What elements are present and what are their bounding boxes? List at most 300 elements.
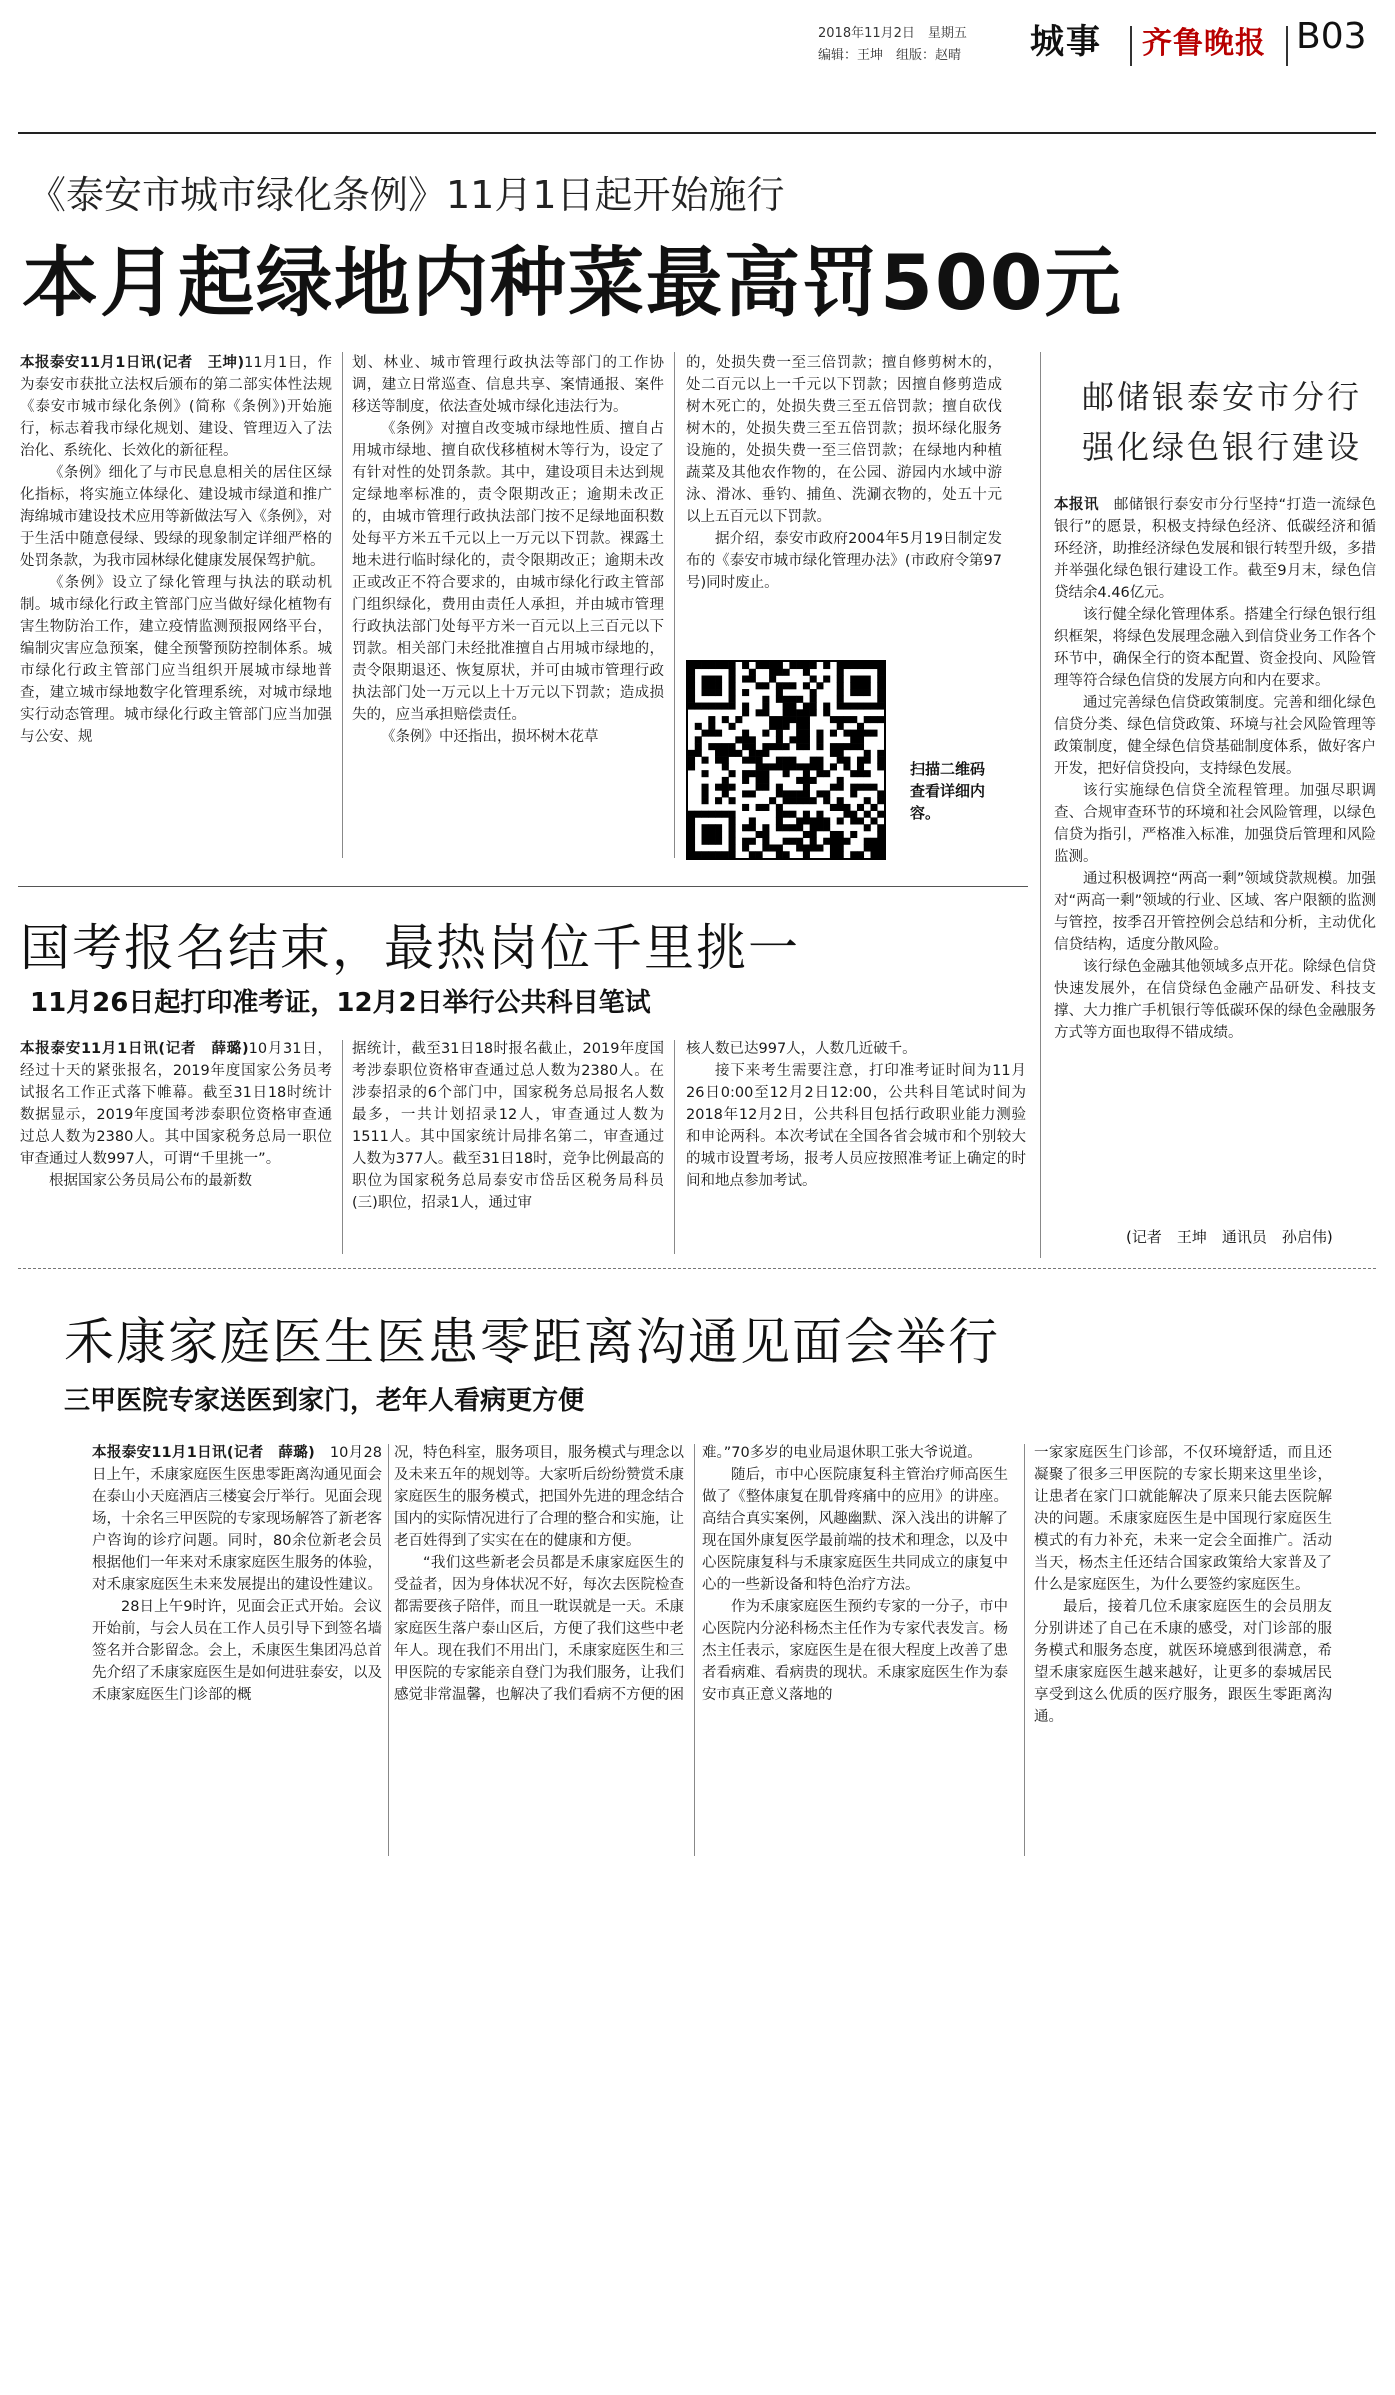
qr-module	[864, 824, 871, 831]
qr-module	[769, 844, 776, 851]
paragraph-text: 划、林业、城市管理行政执法等部门的工作协调，建立日常巡查、信息共享、案情通报、案件移送等制度，依法查处城市绿化违法行为。	[352, 355, 664, 415]
qr-module	[776, 817, 783, 824]
qr-module	[803, 777, 810, 784]
qr-module	[783, 797, 790, 804]
qr-module	[688, 811, 695, 818]
qr-module	[762, 824, 769, 831]
qr-module	[708, 689, 715, 696]
qr-module	[695, 736, 702, 743]
qr-module	[776, 736, 783, 743]
qr-module	[722, 743, 729, 750]
qr-module	[715, 750, 722, 757]
paragraph-text: 11月1日，作为泰安市获批立法权后颁布的第二部实体性法规《泰安市城市绿化条例》(简称《条例》)开始施行，标志着我市绿化规划、建设、管理迈入了法治化、系统化、长效化的新征程。	[20, 355, 332, 459]
qr-module	[796, 709, 803, 716]
qr-module	[796, 736, 803, 743]
qr-module	[816, 770, 823, 777]
qr-module	[796, 763, 803, 770]
qr-module	[702, 689, 709, 696]
qr-module	[708, 824, 715, 831]
qr-module	[688, 844, 695, 851]
qr-module	[729, 676, 736, 683]
qr-module	[742, 770, 749, 777]
paragraph-text: 况，特色科室，服务项目，服务模式与理念以及未来五年的规划等。大家听后纷纷赞赏禾康家庭医生的服务模式，把国外先进的理念结合国内的实际情况进行了合理的整合和实施，让老百姓得到了实实在在的健康和方便。	[394, 1445, 684, 1549]
qr-module	[837, 662, 844, 669]
qr-module	[830, 743, 837, 750]
qr-module	[789, 662, 796, 669]
qr-module	[830, 750, 837, 757]
paragraph-text: 通过积极调控“两高一剩”领域贷款规模。加强对“两高一剩”领域的行业、区域、客户限额的监测与管控，按季召开管控例会总结和分析，主动优化信贷结构，适度分散风险。	[1054, 871, 1376, 953]
paragraph-text: 邮储银行泰安市分行坚持“打造一流绿色银行”的愿景，积极支持绿色经济、低碳经济和循环经济，助推经济绿色发展和银行转型升级，多措并举强化绿色银行建设工作。截至9月末，绿色信贷结余4.46亿元。	[1054, 497, 1376, 601]
paragraph	[20, 572, 332, 748]
qr-module	[810, 844, 817, 851]
qr-module	[729, 831, 736, 838]
qr-module	[749, 676, 756, 683]
qr-module	[870, 662, 877, 669]
qr-module	[715, 851, 722, 858]
qr-module	[783, 757, 790, 764]
column-divider	[388, 1444, 389, 1856]
qr-module	[783, 743, 790, 750]
qr-module	[762, 831, 769, 838]
qr-module	[796, 838, 803, 845]
qr-module	[816, 743, 823, 750]
qr-module	[870, 844, 877, 851]
qr-module	[688, 763, 695, 770]
issue-date: 2018年11月2日 星期五	[818, 26, 967, 41]
qr-module	[729, 689, 736, 696]
article1-column-2	[352, 352, 664, 858]
qr-module	[857, 682, 864, 689]
qr-module	[823, 824, 830, 831]
qr-module	[850, 689, 857, 696]
qr-module	[816, 757, 823, 764]
newspaper-logo: 齐鲁晚报	[1142, 26, 1266, 61]
qr-module	[870, 851, 877, 858]
header-rule	[18, 132, 1376, 134]
qr-module	[708, 730, 715, 737]
qr-module	[810, 757, 817, 764]
qr-module	[742, 757, 749, 764]
editor-credits: 编辑：王坤 组版：赵晴	[818, 48, 962, 63]
qr-module	[789, 838, 796, 845]
qr-module	[796, 743, 803, 750]
qr-module	[810, 676, 817, 683]
paragraph-text: 据介绍，泰安市政府2004年5月19日制定发布的《泰安市城市绿化管理办法》(市政府令第97号)同时废止。	[686, 531, 1002, 591]
article2-column-2	[352, 1038, 664, 1258]
qr-module	[756, 851, 763, 858]
qr-module	[688, 838, 695, 845]
qr-module	[735, 750, 742, 757]
qr-module	[762, 703, 769, 710]
qr-module	[762, 777, 769, 784]
qr-module	[789, 811, 796, 818]
qr-module	[688, 689, 695, 696]
qr-module	[783, 709, 790, 716]
paragraph	[92, 1442, 382, 1596]
qr-module	[722, 784, 729, 791]
qr-module	[810, 777, 817, 784]
qr-module	[762, 770, 769, 777]
paragraph	[20, 462, 332, 572]
qr-module	[803, 784, 810, 791]
qr-module	[715, 689, 722, 696]
qr-module	[837, 844, 844, 851]
qr-module	[776, 730, 783, 737]
paragraph	[92, 1596, 382, 1706]
qr-module	[783, 669, 790, 676]
qr-module	[864, 676, 871, 683]
qr-module	[776, 851, 783, 858]
qr-module	[857, 804, 864, 811]
qr-module	[702, 824, 709, 831]
qr-module	[729, 851, 736, 858]
qr-module	[803, 831, 810, 838]
qr-module	[776, 669, 783, 676]
qr-module	[810, 831, 817, 838]
qr-module	[837, 696, 844, 703]
qr-module	[749, 824, 756, 831]
qr-module	[877, 669, 884, 676]
qr-caption: 扫描二维码查看详细内容。	[910, 760, 986, 822]
qr-module	[783, 824, 790, 831]
qr-module	[803, 790, 810, 797]
qr-module	[776, 844, 783, 851]
qr-module	[864, 716, 871, 723]
qr-module	[776, 784, 783, 791]
qr-module	[830, 784, 837, 791]
qr-module	[756, 757, 763, 764]
qr-module	[688, 662, 695, 669]
qr-module	[789, 709, 796, 716]
qr-module	[789, 682, 796, 689]
qr-module	[850, 682, 857, 689]
qr-module	[837, 669, 844, 676]
qr-module	[837, 797, 844, 804]
qr-module	[749, 750, 756, 757]
qr-module	[715, 743, 722, 750]
qr-module	[708, 676, 715, 683]
qr-module	[729, 662, 736, 669]
qr-module	[783, 811, 790, 818]
qr-module	[762, 763, 769, 770]
qr-module	[877, 844, 884, 851]
qr-module	[762, 662, 769, 669]
qr-module	[850, 784, 857, 791]
qr-module	[803, 703, 810, 710]
qr-module	[857, 757, 864, 764]
column-divider	[342, 1040, 343, 1254]
qr-module	[837, 784, 844, 791]
qr-module	[742, 777, 749, 784]
column-divider	[342, 352, 343, 858]
qr-module	[864, 784, 871, 791]
paragraph-text: 的，处损失费一至三倍罚款；擅自修剪树木的，处二百元以上一千元以下罚款；因擅自修剪造成树木死亡的，处损失费三至五倍罚款；擅自砍伐树木的，处损失费三至五倍罚款；损坏绿化服务设施的，处损失费一至三倍罚款；在绿地内种植蔬菜及其他农作物的，在公园、游园内水域中游泳、滑冰、垂钓、捕鱼、洗涮衣物的，处五十元以上五百元以下罚款。	[686, 355, 1002, 525]
qr-module	[756, 750, 763, 757]
qr-module	[742, 709, 749, 716]
qr-module	[769, 716, 776, 723]
article-separator	[18, 886, 1028, 887]
paragraph-text: 据统计，截至31日18时报名截止，2019年度国考涉泰职位资格审查通过总人数为2380人。在涉泰招录的6个部门中，国家税务总局报名人数最多，一共计划招录12人，审查通过人数为1511人。其中国家统计局排名第二，审查通过人数为377人。截至31日18时，竞争比例最高的职位为国家税务总局泰安市岱岳区税务局科员(三)职位，招录1人，通过审	[352, 1041, 664, 1211]
qr-module	[796, 777, 803, 784]
qr-module	[749, 669, 756, 676]
article3-column-4	[1034, 1442, 1332, 1862]
sidebar-body	[1054, 494, 1376, 1228]
qr-module	[837, 703, 844, 710]
paragraph-text: 《条例》设立了绿化管理与执法的联动机制。城市绿化行政主管部门应当做好绿化植物有害生物防治工作，建立疫情监测预报网络平台，编制灾害应急预案，健全预警预防控制体系。城市绿化行政主管部门应当组织开展城市绿地普查，建立城市绿地数字化管理系统，对城市绿地实行动态管理。城市绿化行政主管部门应当加强与公安、规	[20, 575, 332, 745]
qr-module	[816, 811, 823, 818]
qr-module	[830, 730, 837, 737]
qr-module	[749, 838, 756, 845]
qr-module	[843, 730, 850, 737]
qr-module	[742, 676, 749, 683]
qr-module	[877, 797, 884, 804]
qr-module	[857, 817, 864, 824]
qr-module	[715, 757, 722, 764]
paragraph	[394, 1442, 684, 1552]
qr-module	[850, 703, 857, 710]
qr-module	[756, 709, 763, 716]
qr-module	[762, 844, 769, 851]
qr-module	[756, 777, 763, 784]
qr-module	[850, 730, 857, 737]
qr-module	[857, 736, 864, 743]
qr-module	[776, 790, 783, 797]
qr-module	[837, 716, 844, 723]
qr-module	[776, 723, 783, 730]
qr-module	[789, 824, 796, 831]
qr-module	[722, 790, 729, 797]
qr-module	[810, 689, 817, 696]
qr-module	[870, 784, 877, 791]
qr-code-image	[688, 662, 884, 858]
qr-module	[803, 730, 810, 737]
qr-module	[837, 838, 844, 845]
qr-module	[803, 709, 810, 716]
qr-module	[776, 716, 783, 723]
paragraph	[686, 352, 1002, 528]
paragraph	[1054, 956, 1376, 1044]
qr-module	[742, 844, 749, 851]
qr-module	[810, 662, 817, 669]
qr-module	[789, 790, 796, 797]
qr-module	[702, 790, 709, 797]
qr-module	[843, 757, 850, 764]
qr-module	[870, 817, 877, 824]
qr-module	[722, 716, 729, 723]
qr-module	[769, 797, 776, 804]
qr-module	[695, 723, 702, 730]
qr-module	[830, 831, 837, 838]
qr-module	[742, 730, 749, 737]
qr-module	[688, 682, 695, 689]
qr-module	[823, 709, 830, 716]
paragraph	[1054, 780, 1376, 868]
qr-module	[749, 743, 756, 750]
qr-module	[877, 676, 884, 683]
qr-module	[823, 838, 830, 845]
qr-module	[702, 770, 709, 777]
qr-module	[864, 844, 871, 851]
paragraph	[20, 1038, 332, 1170]
qr-module	[837, 682, 844, 689]
qr-module	[783, 682, 790, 689]
qr-module	[796, 844, 803, 851]
qr-module	[850, 817, 857, 824]
qr-module	[789, 763, 796, 770]
article3-headline: 禾康家庭医生医患零距离沟通见面会举行	[64, 1313, 1000, 1371]
qr-module	[810, 797, 817, 804]
qr-module	[729, 797, 736, 804]
qr-module	[762, 750, 769, 757]
qr-module	[877, 696, 884, 703]
qr-module	[769, 662, 776, 669]
qr-module	[776, 763, 783, 770]
qr-module	[729, 750, 736, 757]
sidebar-title-line1: 邮储银泰安市分行	[1082, 378, 1363, 416]
qr-module	[823, 797, 830, 804]
qr-module	[695, 851, 702, 858]
qr-module	[722, 757, 729, 764]
qr-module	[776, 662, 783, 669]
qr-module	[877, 763, 884, 770]
qr-module	[762, 730, 769, 737]
qr-module	[776, 696, 783, 703]
qr-module	[810, 824, 817, 831]
qr-module	[783, 703, 790, 710]
qr-module	[742, 662, 749, 669]
qr-module	[830, 716, 837, 723]
qr-module	[749, 770, 756, 777]
paragraph	[1034, 1596, 1332, 1728]
qr-module	[742, 838, 749, 845]
qr-module	[702, 682, 709, 689]
qr-module	[708, 716, 715, 723]
qr-module	[715, 797, 722, 804]
qr-module	[877, 703, 884, 710]
qr-module	[830, 763, 837, 770]
qr-module	[756, 662, 763, 669]
qr-module	[803, 797, 810, 804]
qr-module	[850, 851, 857, 858]
qr-module	[715, 838, 722, 845]
paragraph-text: 核人数已达997人，人数几近破千。	[686, 1041, 917, 1057]
qr-module	[796, 716, 803, 723]
dateline: 本报泰安11月1日讯(记者 薛璐)	[92, 1445, 315, 1461]
qr-module	[715, 703, 722, 710]
qr-module	[877, 662, 884, 669]
qr-module	[810, 763, 817, 770]
qr-module	[816, 730, 823, 737]
qr-module	[702, 662, 709, 669]
qr-module	[850, 736, 857, 743]
qr-module	[735, 716, 742, 723]
qr-module	[762, 709, 769, 716]
qr-module	[776, 757, 783, 764]
qr-module	[715, 811, 722, 818]
qr-module	[816, 682, 823, 689]
header-divider	[1130, 26, 1132, 66]
qr-module	[796, 824, 803, 831]
qr-module	[776, 689, 783, 696]
qr-module	[796, 797, 803, 804]
qr-module	[715, 831, 722, 838]
qr-module	[803, 662, 810, 669]
qr-module	[715, 682, 722, 689]
qr-code[interactable]	[686, 660, 886, 860]
qr-module	[762, 682, 769, 689]
qr-module	[850, 790, 857, 797]
qr-module	[708, 662, 715, 669]
qr-module	[695, 743, 702, 750]
column-divider	[674, 352, 675, 858]
qr-module	[796, 723, 803, 730]
sidebar-title-line2: 强化绿色银行建设	[1082, 428, 1363, 466]
qr-module	[695, 703, 702, 710]
qr-module	[803, 770, 810, 777]
qr-module	[837, 676, 844, 683]
qr-module	[688, 676, 695, 683]
qr-module	[816, 763, 823, 770]
paragraph-text: 作为禾康家庭医生预约专家的一分子，市中心医院内分泌科杨杰主任作为专家代表发言。杨杰主任表示，家庭医生是在很大程度上改善了患者看病难、看病贵的现状。禾康家庭医生作为泰安市真正意义落地的	[702, 1599, 1008, 1703]
qr-module	[864, 662, 871, 669]
qr-module	[742, 689, 749, 696]
qr-module	[749, 817, 756, 824]
qr-module	[756, 763, 763, 770]
qr-module	[688, 750, 695, 757]
qr-module	[729, 682, 736, 689]
article1-kicker: 《泰安市城市绿化条例》11月1日起开始施行	[28, 173, 785, 217]
qr-module	[823, 770, 830, 777]
qr-module	[742, 824, 749, 831]
sidebar-divider	[1040, 352, 1041, 1258]
qr-module	[688, 696, 695, 703]
qr-module	[715, 784, 722, 791]
qr-module	[864, 682, 871, 689]
qr-module	[783, 851, 790, 858]
qr-module	[857, 703, 864, 710]
paragraph	[352, 726, 664, 748]
article3-subhead: 三甲医院专家送医到家门，老年人看病更方便	[64, 1386, 585, 1416]
article3-column-2	[394, 1442, 684, 1862]
qr-module	[877, 838, 884, 845]
page-number: B03	[1296, 16, 1367, 57]
qr-module	[769, 723, 776, 730]
qr-module	[803, 763, 810, 770]
qr-module	[735, 736, 742, 743]
qr-module	[803, 716, 810, 723]
qr-module	[729, 824, 736, 831]
qr-module	[870, 716, 877, 723]
qr-module	[729, 723, 736, 730]
qr-module	[810, 709, 817, 716]
qr-module	[729, 838, 736, 845]
qr-module	[857, 689, 864, 696]
section-name: 城事	[1030, 22, 1102, 62]
qr-module	[729, 844, 736, 851]
paragraph-text: 《条例》细化了与市民息息相关的居住区绿化指标，将实施立体绿化、建设城市绿道和推广海绵城市建设技术应用等新做法写入《条例》，对于生活中随意侵绿、毁绿的现象制定详细严格的处罚条款，为我市园林绿化健康发展保驾护航。	[20, 465, 332, 569]
qr-module	[864, 811, 871, 818]
paragraph-text: 该行健全绿化管理体系。搭建全行绿色银行组织框架，将绿色发展理念融入到信贷业务工作各个环节中，确保全行的资本配置、资金投向、风险管理等符合绿色信贷的发展方向和内在要求。	[1054, 607, 1376, 689]
qr-module	[708, 723, 715, 730]
qr-module	[823, 790, 830, 797]
qr-module	[783, 723, 790, 730]
qr-module	[857, 770, 864, 777]
qr-module	[803, 682, 810, 689]
paragraph-text: 一家家庭医生门诊部，不仅环境舒适，而且还凝聚了很多三甲医院的专家长期来这里坐诊，让患者在家门口就能解决了原来只能去医院解决的问题。禾康家庭医生是中国现行家庭医生模式的有力补充，未来一定会全面推广。活动当天，杨杰主任还结合国家政策给大家普及了什么是家庭医生，为什么要签约家庭医生。	[1034, 1445, 1332, 1593]
paragraph	[20, 1170, 332, 1192]
qr-module	[756, 804, 763, 811]
qr-module	[877, 851, 884, 858]
